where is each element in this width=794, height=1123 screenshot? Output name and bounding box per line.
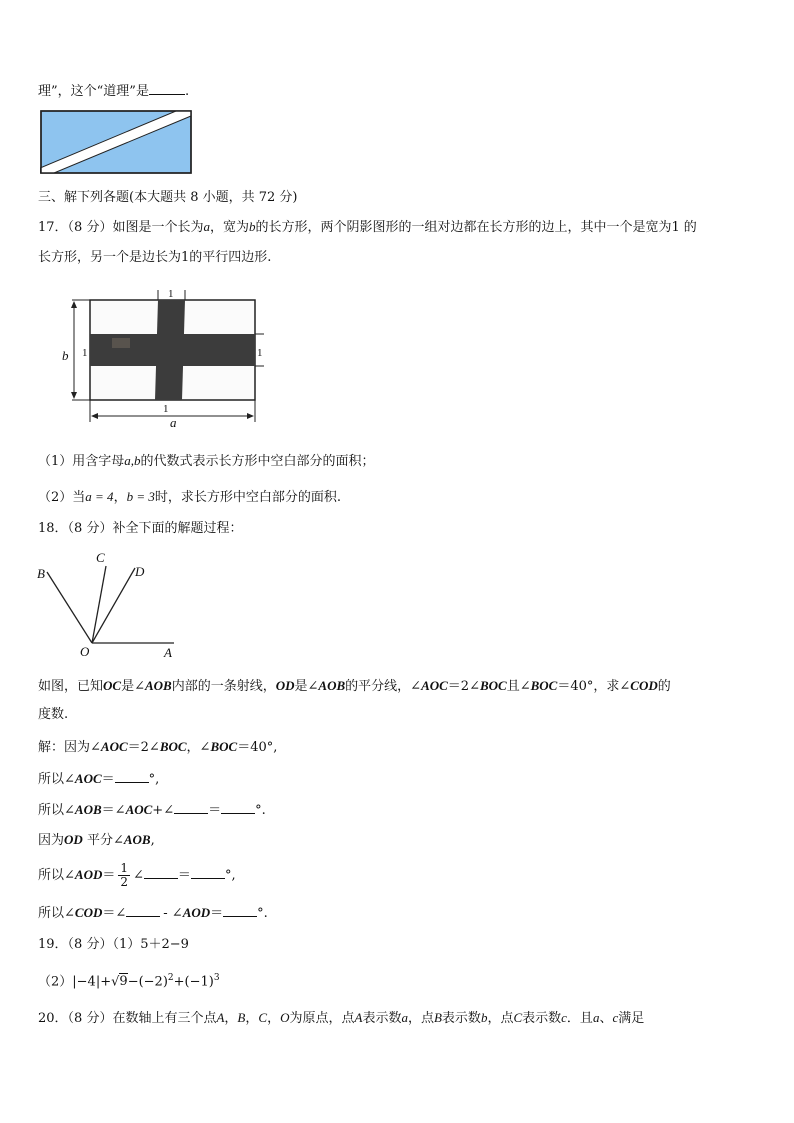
label-one-right: 1: [257, 347, 263, 359]
answer-blank[interactable]: [174, 801, 208, 814]
label-one-left: 1: [82, 347, 88, 359]
answer-blank[interactable]: [221, 801, 255, 814]
solution-line5: 所以∠AOD＝ $\frac{1}{2}$ ∠ ＝ °,: [38, 861, 236, 889]
ray-ob: [47, 572, 92, 643]
answer-blank[interactable]: [149, 82, 185, 95]
question18-title: 18．（8 分）补全下面的解题过程：: [38, 521, 243, 536]
question19-line2: $(2)|-4|+√9-(-2)^2+(-1)^3$: [38, 973, 220, 990]
point-B: B: [37, 566, 45, 581]
answer-blank[interactable]: [126, 904, 160, 917]
solution-line4: 因为OD 平分∠AOB,: [38, 832, 155, 848]
solution-line6: 所以∠COD＝∠ - ∠AOD＝ °.: [38, 905, 268, 921]
solution-line1: 解：因为∠AOC＝2∠BOC，∠BOC＝40°,: [38, 739, 278, 755]
section3-heading: 三、解下列各题(本大题共 8 小题，共 72 分): [38, 190, 298, 205]
question17-line1: 17．（8 分）如图是一个长为a，宽为b的长方形，两个阴影图形的一组对边都在长方形的边上，其中一个是宽为1 的: [38, 219, 697, 235]
cross-figure: [60, 288, 270, 430]
point-C: C: [96, 550, 105, 565]
question16-text: 理”，这个“道理”是: [38, 84, 149, 99]
question19-line1: 19．（8 分）（1）5＋2−9: [38, 937, 189, 952]
label-one-top: 1: [168, 288, 174, 300]
answer-blank[interactable]: [191, 866, 225, 879]
question18-desc-line1: 如图，已知OC是∠AOB内部的一条射线，OD是∠AOB的平分线，∠AOC＝2∠BOC且∠BOC＝40°，求∠COD的: [38, 678, 671, 694]
question17-part1: （1）用含字母a,b的代数式表示长方形中空白部分的面积；: [38, 453, 375, 469]
label-one-bottom: 1: [163, 403, 169, 415]
angle-figure: [34, 548, 184, 660]
answer-blank[interactable]: [115, 770, 149, 783]
blue-strip-figure: [40, 110, 192, 174]
question17-line2: 长方形，另一个是边长为1的平行四边形.: [38, 250, 272, 265]
question20-line1: 20．（8 分）在数轴上有三个点A，B，C，O为原点，点A表示数a，点B表示数b，点C表示数c．且a、c满足: [38, 1010, 645, 1026]
question16-tail: 理”，这个“道理”是 .: [38, 84, 190, 99]
vertical-parallelogram: [155, 300, 185, 400]
answer-blank[interactable]: [223, 904, 257, 917]
fraction-one-half: $\frac{1}{2}$: [120, 861, 129, 889]
answer-blank[interactable]: [144, 866, 178, 879]
question18-desc-line2: 度数.: [38, 707, 69, 722]
point-D: D: [135, 564, 145, 579]
question17-part2: （2）当a = 4，b = 3时，求长方形中空白部分的面积.: [38, 489, 341, 505]
label-a: a: [170, 415, 177, 430]
point-A: A: [164, 645, 172, 660]
label-b: b: [62, 348, 69, 363]
solution-line3: 所以∠AOB＝∠AOC+∠ ＝ °.: [38, 802, 266, 818]
sqrt-symbol: √: [111, 974, 120, 990]
solution-line2: 所以∠AOC＝ °,: [38, 771, 160, 787]
point-O: O: [80, 644, 90, 659]
